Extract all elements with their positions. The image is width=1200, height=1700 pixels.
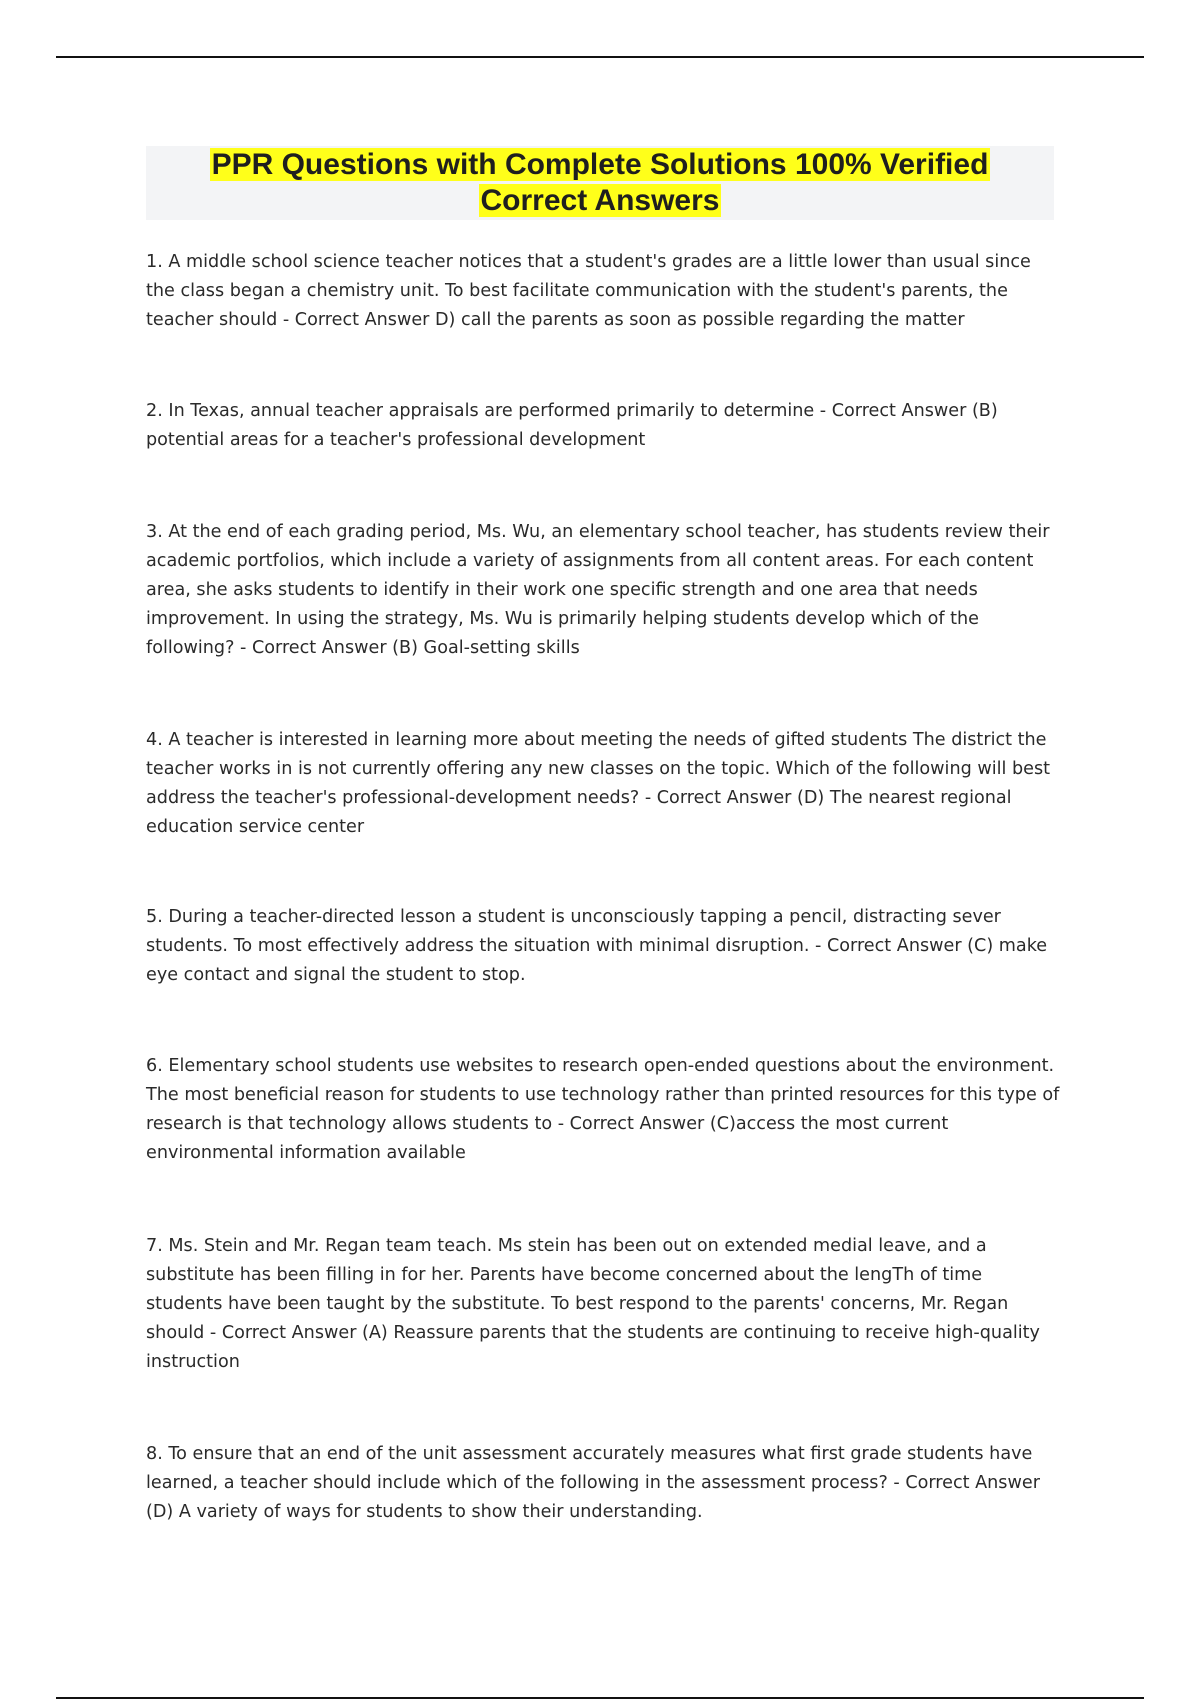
question-7: 7. Ms. Stein and Mr. Regan team teach. Ms stein has been out on extended medial leave, and a substitute has been filling in for her. Parents have become concerned about the lengTh of time students have been taught by the substitute. To best respond to the parents' concerns, Mr. Regan should - Correct Answer (A) Reassure parents that the students are continuing to receive high-quality instruction: [146, 1236, 1040, 1372]
question-4: 4. A teacher is interested in learning more about meeting the needs of gifted students The district the teacher works in is not currently offering any new classes on the topic. Which of the following will best address the teacher's professional-development needs? - Correct Answer (D) The nearest regional education service center: [146, 730, 1051, 837]
document-title: [146, 146, 1054, 220]
question-2: 2. In Texas, annual teacher appraisals are performed primarily to determine - Correct Answer (B) potential areas for a teacher's professional development: [146, 401, 998, 450]
question-5: 5. During a teacher-directed lesson a student is unconsciously tapping a pencil, distracting sever students. To most effectively address the situation with minimal disruption. - Correct Answer (C) make eye contact and signal the student to stop.: [146, 907, 1048, 985]
header-rule: [56, 56, 1144, 58]
question-3: 3. At the end of each grading period, Ms. Wu, an elementary school teacher, has students review their academic portfolios, which include a variety of assignments from all content areas. For each content area, she asks students to identify in their work one specific strength and one area that needs improvement. In using the strategy, Ms. Wu is primarily helping students develop which of the following? - Correct Answer (B) Goal-setting skills: [146, 522, 1050, 658]
footer-rule: [56, 1697, 1144, 1699]
title-line-1: [210, 147, 991, 183]
question-1: 1. A middle school science teacher notices that a student's grades are a little lower than usual since the class began a chemistry unit. To best facilitate communication with the student's parents, the teacher should - Correct Answer D) call the parents as soon as possible regarding the matter: [146, 252, 1031, 330]
title-line-2-text: Correct Answers: [480, 184, 720, 217]
question-8: 8. To ensure that an end of the unit assessment accurately measures what first grade students have learned, a teacher should include which of the following in the assessment process? - Correct Answer (D) A variety of ways for students to show their understanding.: [146, 1444, 1040, 1522]
question-6: 6. Elementary school students use websites to research open-ended questions about the environment. The most beneficial reason for students to use technology rather than printed resources for this type of research is that technology allows students to - Correct Answer (C)access the most current environmental information available: [146, 1056, 1060, 1163]
title-line-1-text: PPR Questions with Complete Solutions 100% Verified: [211, 148, 989, 181]
title-line-2: [479, 183, 722, 219]
